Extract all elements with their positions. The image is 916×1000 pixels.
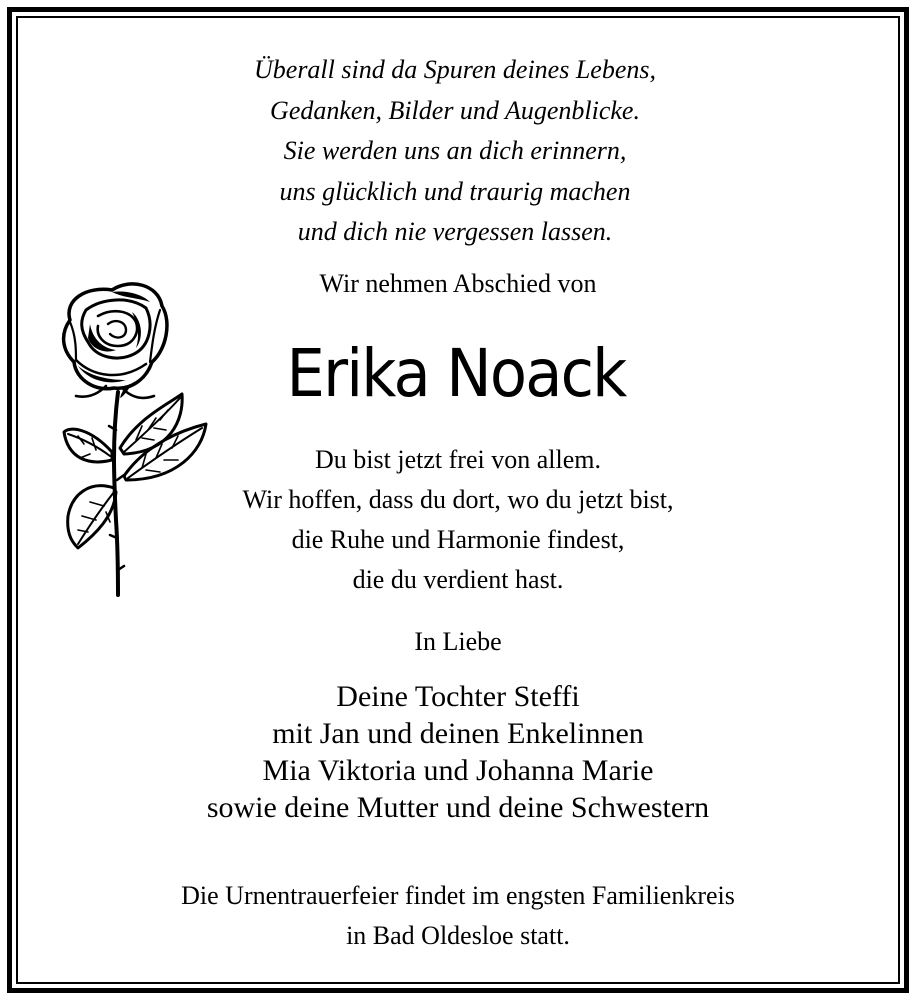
family-line: sowie deine Mutter und deine Schwestern bbox=[206, 791, 710, 824]
poem-line: Sie werden uns an dich erinnern, bbox=[283, 136, 627, 165]
closing bbox=[0, 622, 916, 662]
verse-line: Wir hoffen, dass du dort, wo du jetzt bist, bbox=[242, 485, 674, 514]
poem-line: Gedanken, Bilder und Augenblicke. bbox=[270, 95, 640, 125]
poem-line: und dich nie vergessen lassen. bbox=[297, 217, 613, 246]
farewell-intro-text: Wir nehmen Abschied von bbox=[319, 269, 597, 298]
deceased-name-text: Erika Noack bbox=[286, 335, 626, 412]
verse-line: die du verdient hast. bbox=[352, 565, 564, 594]
poem-line: uns glücklich und traurig machen bbox=[279, 176, 631, 206]
funeral-notice bbox=[0, 876, 916, 956]
closing-text: In Liebe bbox=[414, 627, 502, 656]
verse bbox=[0, 440, 916, 600]
family-line: Mia Viktoria und Johanna Marie bbox=[262, 754, 654, 787]
notice-line: in Bad Oldesloe statt. bbox=[346, 921, 570, 950]
family-signatures bbox=[0, 678, 916, 826]
farewell-intro bbox=[0, 264, 916, 304]
verse-line: die Ruhe und Harmonie findest, bbox=[291, 525, 625, 554]
poem-line: Überall sind da Spuren deines Lebens, bbox=[254, 55, 656, 84]
family-line: mit Jan und deinen Enkelinnen bbox=[272, 717, 644, 750]
verse-line: Du bist jetzt frei von allem. bbox=[315, 445, 601, 474]
deceased-name bbox=[36, 324, 875, 424]
notice-line: Die Urnentrauerfeier findet im engsten Familienkreis bbox=[181, 881, 735, 910]
family-line: Deine Tochter Steffi bbox=[336, 680, 580, 713]
poem bbox=[0, 50, 910, 253]
